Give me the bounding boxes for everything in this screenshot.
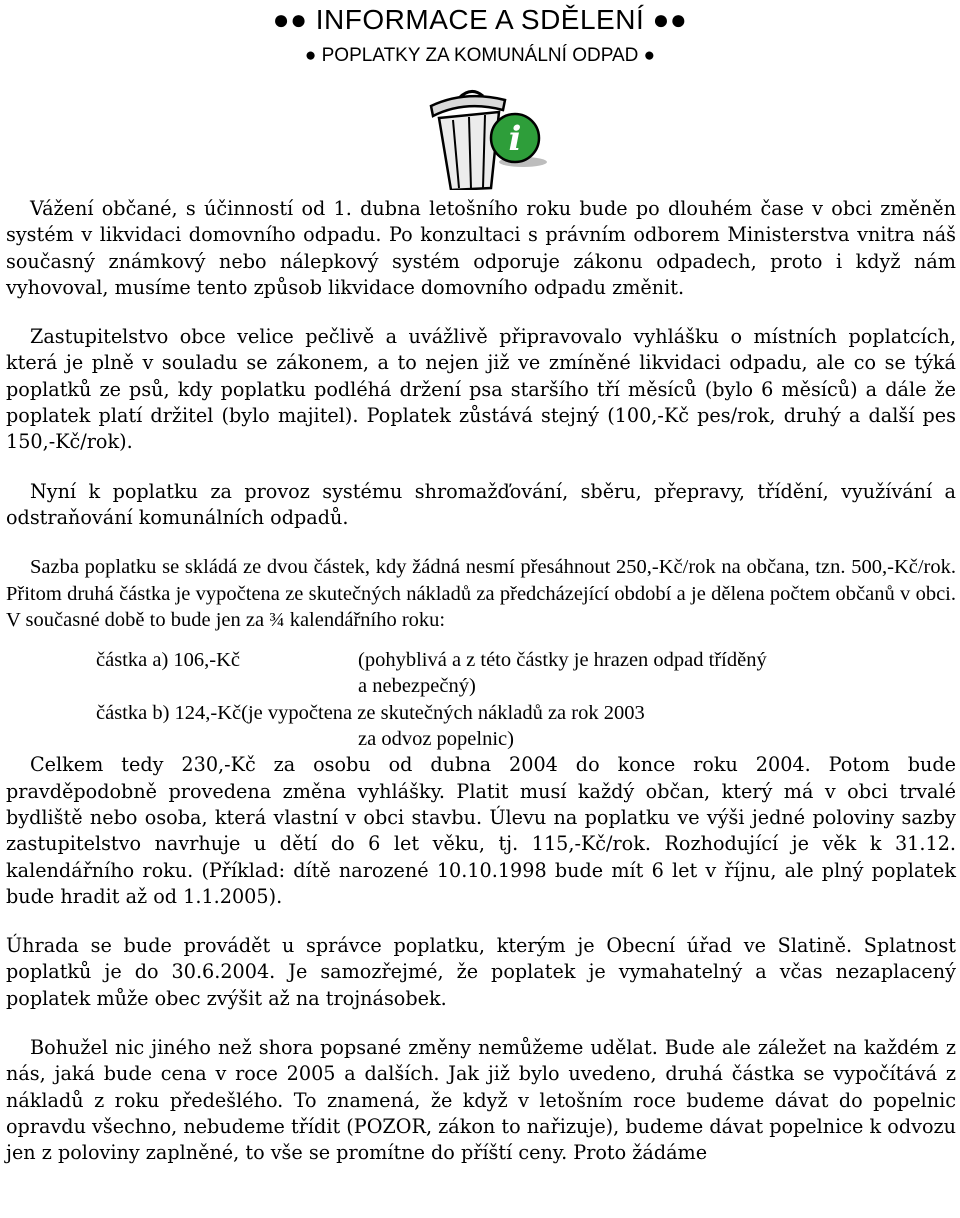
page-subtitle: ● POPLATKY ZA KOMUNÁLNÍ ODPAD ● [304, 45, 656, 66]
info-badge-letter: i [508, 119, 522, 159]
amount-b-row [6, 700, 956, 726]
paragraph-total: Celkem tedy 230,-Kč za osobu od dubna 2004 do konce roku 2004. Potom bude pravděpodobně provedena změna vyhlášky. Platit musí každý občan, který má v obci trvalé bydliště nebo osoba, která vlastní v obci stavbu. Úlevu na poplatku ve výši jedné poloviny sazby zastupitelstvo navrhuje u dětí do 6 let věku, tj. 115,-Kč/rok. Rozhodující je věk k 31.12. kalendářního roku. (Příklad: dítě narozené 10.10.1998 bude mít 6 let v říjnu, ale plný poplatek bude hradit až od 1.1.2005). [6, 753, 956, 908]
trash-can-info-icon [425, 86, 555, 190]
amount-a-row [6, 647, 956, 673]
page-header [0, 4, 960, 68]
amount-a-label: částka a) 106,-Kč [96, 649, 241, 672]
paragraph-rate: Sazba poplatku se skládá ze dvou částek, kdy žádná nesmí přesáhnout 250,-Kč/rok na občana, tzn. 500,-Kč/rok. Přitom druhá částka je vypočtena ze skutečných nákladů za předcházející období a je dělena počtem občanů v obci. V současné době to bude jen za ¾ kalendářního roku: [6, 556, 956, 631]
paragraph-intro: Vážení občané, s účinností od 1. dubna letošního roku bude po dlouhém čase v obci změněn systém v likvidaci domovního odpadu. Po konzultaci s právním odborem Ministerstva vnitra náš současný známkový nebo nálepkový systém odporuje zákonu odpadech, proto i když nám vyhovoval, musíme tento způsob likvidace domovního odpadu změnit. [6, 197, 956, 299]
page-title: ●● INFORMACE A SDĚLENÍ ●● [272, 4, 688, 35]
amount-a-description: (pohyblivá a z této částky je hrazen odpad tříděný [358, 649, 767, 672]
amounts-list [6, 647, 956, 752]
document-body [6, 196, 956, 1167]
amount-b-description: (je vypočtena ze skutečných nákladů za rok 2003 [241, 701, 645, 724]
paragraph-closing: Bohužel nic jiného než shora popsané změny nemůžeme udělat. Bude ale záležet na každém z nás, jaká bude cena v roce 2005 a dalších. Jak již bylo uvedeno, druhá částka se vypočítává z nákladů z roku předešlého. To znamená, že když v letošním roce budeme dávat do popelnic opravdu všechno, nebudeme třídit (POZOR, zákon to nařizuje), budeme dávat popelnice k odvozu jen z poloviny zaplněné, to vše se promítne do příští ceny. Proto žádáme [6, 1036, 956, 1165]
paragraph-payment: Úhrada se bude provádět u správce poplatku, kterým je Obecní úřad ve Slatině. Splatnost poplatků je do 30.6.2004. Je samozřejmé, že poplatek je vymahatelný a včas nezaplacený poplatek může obec zvýšit až na trojnásobek. [6, 934, 956, 1010]
paragraph-waste-fee: Nyní k poplatku za provoz systému shromažďování, sběru, přepravy, třídění, využívání a odstraňování komunálních odpadů. [6, 479, 956, 529]
paragraph-dog-fees: Zastupitelstvo obce velice pečlivě a uvážlivě připravovalo vyhlášku o místních poplatcích, která je plně v souladu se zákonem, a to nejen již ve zmíněné likvidaci odpadu, ale co se týká poplatků ze psů, kdy poplatku podléhá držení psa staršího tří měsíců (bylo 6 měsíců) a dále že poplatek platí držitel (bylo majitel). Poplatek zůstává stejný (100,-Kč pes/rok, druhý a další pes 150,-Kč/rok). [6, 325, 956, 454]
amount-b-label: částka b) 124,-Kč [96, 701, 242, 724]
amount-b-description-cont: za odvoz popelnic) [358, 728, 514, 751]
amount-a-description-cont: a nebezpečný) [358, 675, 476, 698]
